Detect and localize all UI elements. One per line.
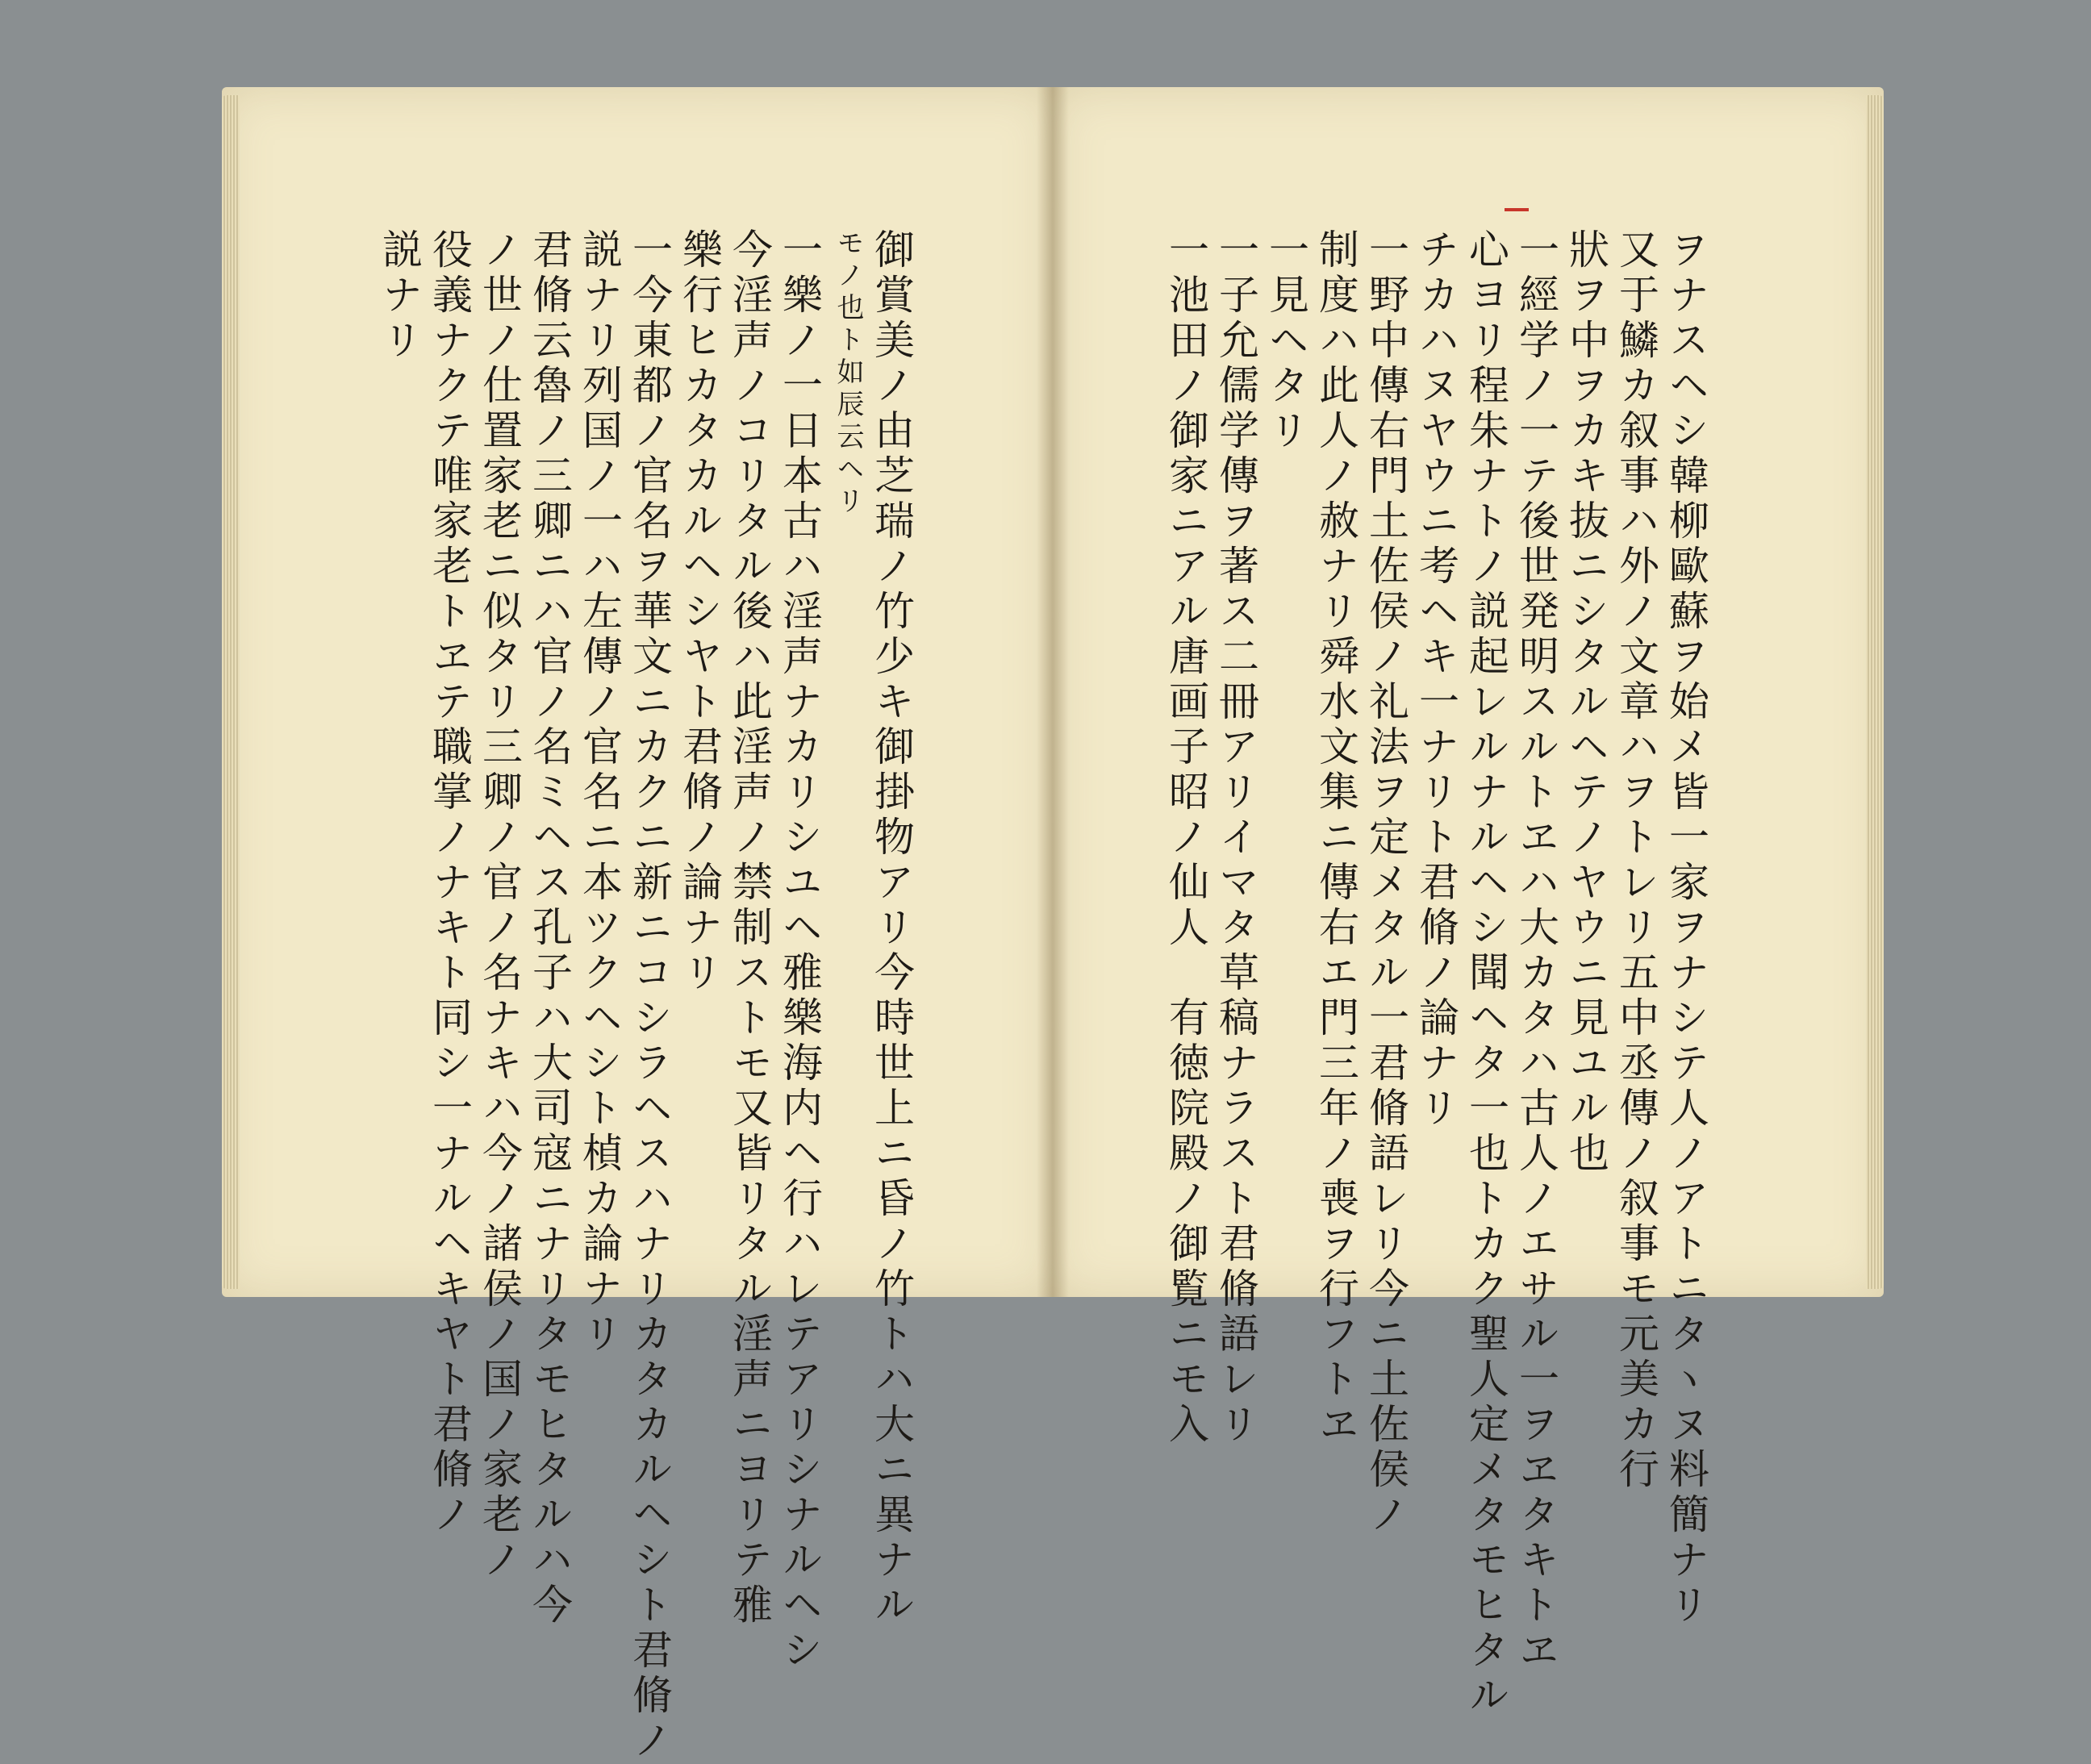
red-marker xyxy=(1505,208,1529,211)
text-column: 君脩云魯ノ三卿ニハ官ノ名ミヘス孔子ハ大司寇ニナリタモヒタルハ今 xyxy=(526,228,573,1628)
text-column: 制度ハ此人ノ赦ナリ舜水文集ニ傳右エ門三年ノ喪ヲ行フトヱ xyxy=(1313,228,1359,1448)
text-column: 一經学ノ一テ後世発明スルトヱハ大カタハ古人ノエサル一ヲヱタキトヱ xyxy=(1513,228,1559,1674)
text-column: 一今東都ノ官名ヲ華文ニカクニ新ニコシラヘスハナリカタカルヘシト君脩ノ xyxy=(626,228,673,1764)
right-page-text xyxy=(1093,228,1709,1719)
text-column: 役義ナクテ唯家老トヱテ職掌ノナキト同シ一ナルヘキヤト君脩ノ xyxy=(426,228,473,1538)
text-column: 説ナリ列国ノ一ハ左傳ノ官名ニ本ツクヘシト楨カ論ナリ xyxy=(576,228,623,1357)
text-column: 今淫声ノコリタル後ハ此淫声ノ禁制ストモ又皆リタル淫声ニヨリテ雅 xyxy=(726,228,773,1628)
text-column: 一見ヘタリ xyxy=(1263,228,1309,454)
text-column: ノ世ノ仕置家老ニ似タリ三卿ノ官ノ名ナキハ今ノ諸侯ノ国ノ家老ノ xyxy=(476,228,523,1583)
text-column: 又于鱗カ叙事ハ外ノ文章ハヲトレリ五中丞傳ノ叙事モ元美カ行 xyxy=(1613,228,1659,1493)
text-column: 一野中傳右門土佐侯ノ礼法ヲ定メタル一君脩語レリ今ニ土佐侯ノ xyxy=(1363,228,1409,1538)
left-page-text xyxy=(298,228,915,1764)
text-column: ヲナスヘシ韓柳歐蘇ヲ始メ皆一家ヲナシテ人ノアトニタヽヌ料簡ナリ xyxy=(1663,228,1709,1628)
text-column: 樂行ヒカタカルヘシヤト君脩ノ論ナリ xyxy=(676,228,723,996)
page-edges-left xyxy=(222,95,240,1289)
text-column: 一樂ノ一日本古ハ淫声ナカリシユヘ雅樂海内ヘ行ハレテアリシナルヘシ xyxy=(776,228,823,1674)
left-page xyxy=(222,87,1053,1764)
text-column: 一池田ノ御家ニアル唐画子昭ノ仙人 有徳院殿ノ御覧ニモ入 xyxy=(1162,228,1209,1448)
text-column: 説ナリ xyxy=(376,228,423,364)
text-column: 心ヨリ程朱ナトノ説起レルナルヘシ聞ヘタ一也トカク聖人定メタモヒタル xyxy=(1463,228,1509,1719)
text-column: 狀ヲ中ヲカキ抜ニシタルヘテノヤウニ見ユル也 xyxy=(1563,228,1609,1177)
text-column: 御賞美ノ由芝瑞ノ竹少キ御掛物アリ今時世上ニ昏ノ竹トハ大ニ異ナル xyxy=(868,228,915,1628)
text-column: 一子允儒学傳ヲ著ス二冊アリイマタ草稿ナラスト君脩語レリ xyxy=(1212,228,1259,1448)
page-edges-right xyxy=(1866,95,1884,1289)
text-column: モノ也ト如辰云ヘリ xyxy=(832,228,864,519)
book-gutter xyxy=(1037,87,1069,1297)
right-page xyxy=(1053,87,1884,1719)
open-book xyxy=(206,87,1896,1764)
text-column: チカハヌヤウニ考ヘキ一ナリト君脩ノ論ナリ xyxy=(1413,228,1459,1132)
